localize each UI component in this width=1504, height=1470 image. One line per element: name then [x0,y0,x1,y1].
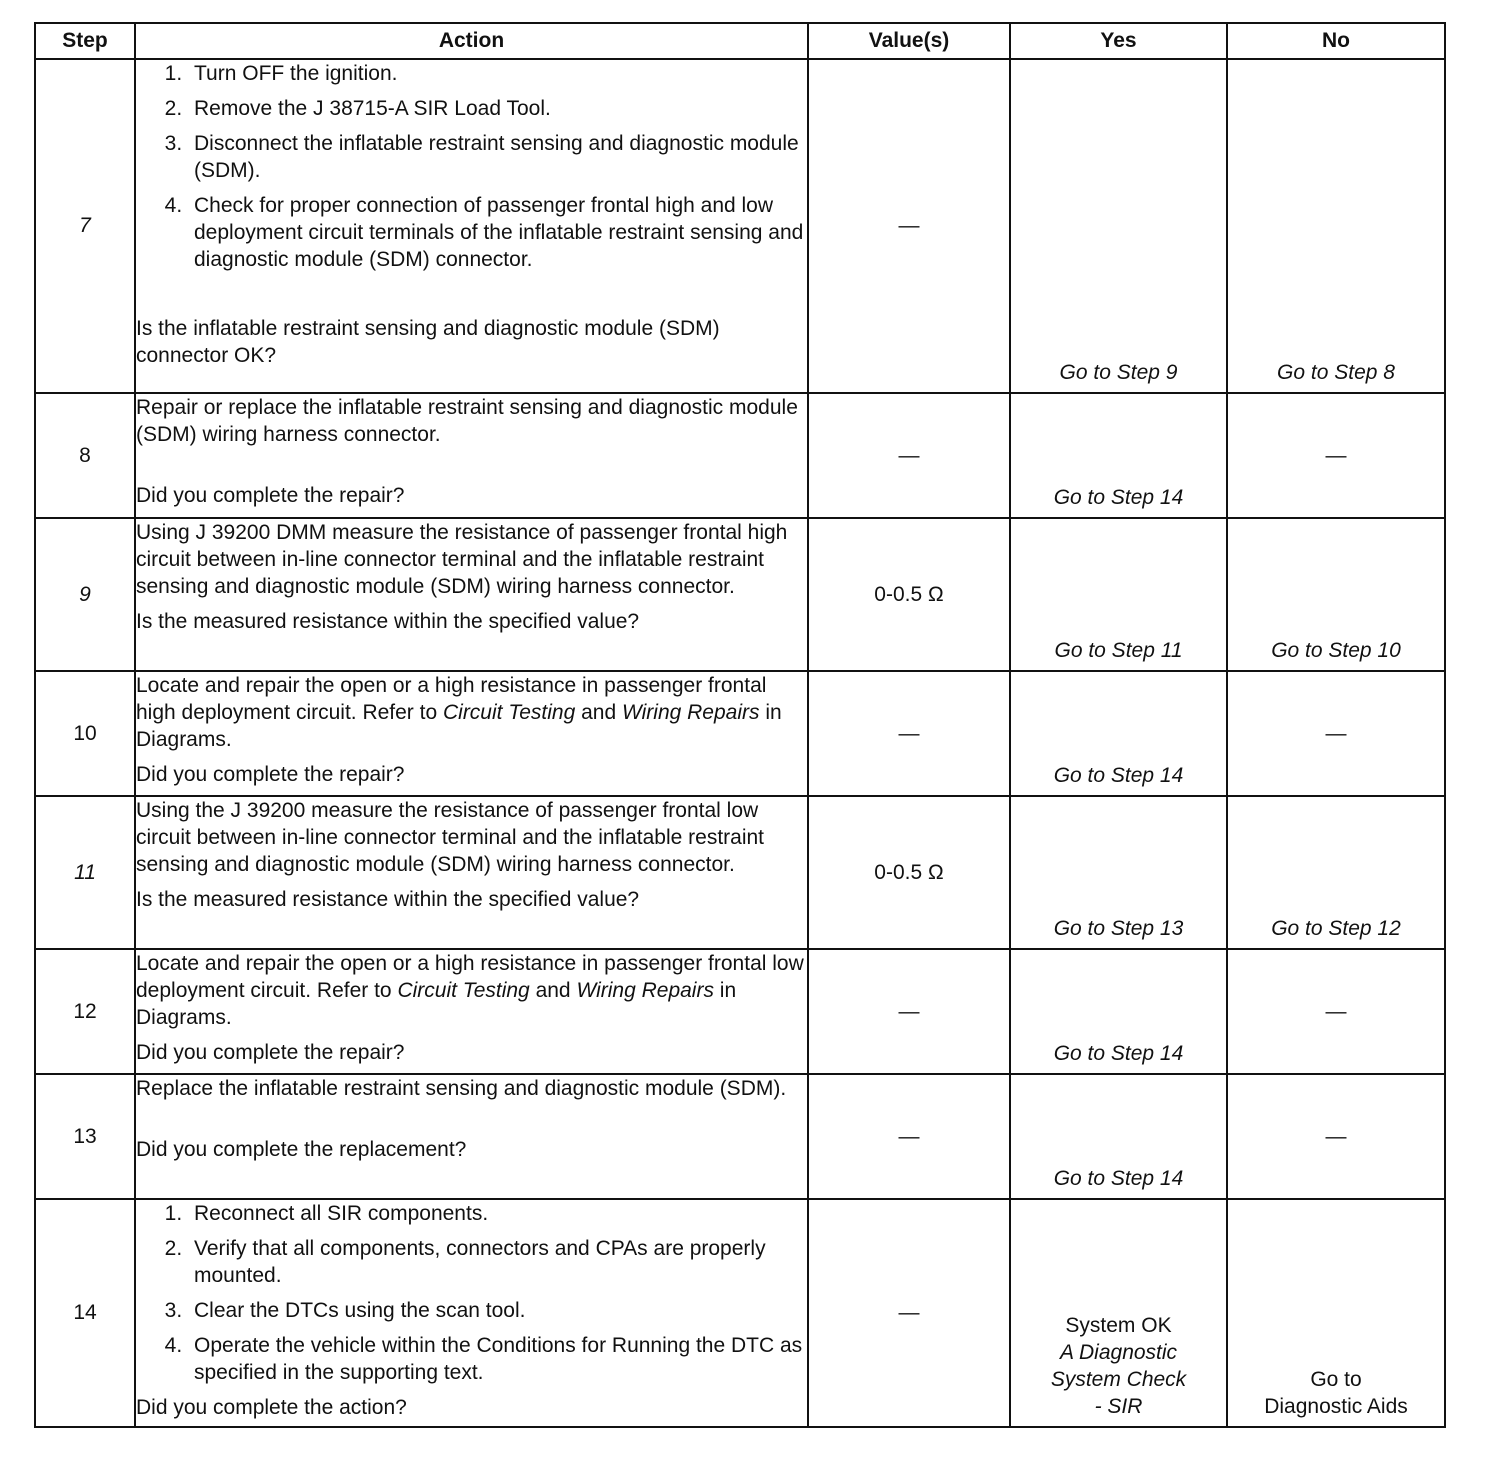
yes-cell [1010,393,1227,518]
action-question: Is the measured resistance within the specified value? [136,888,640,911]
no-cell [1227,1199,1445,1427]
no-cell [1227,796,1445,949]
header-no: No [1227,23,1445,59]
header-step: Step [35,23,135,59]
yes-cell [1010,1074,1227,1199]
action-list [136,60,807,273]
action-question: Did you complete the repair? [136,484,405,507]
table-row [35,59,1445,393]
table-row [35,671,1445,796]
yes-link[interactable]: Go to Step 9 [1059,361,1178,384]
step-number: 8 [35,393,135,518]
header-row [35,23,1445,59]
action-cell [135,671,808,796]
no-cell [1227,671,1445,796]
value-cell: — [808,393,1010,518]
diagnostic-aids-link[interactable]: Diagnostic Aids [1264,1395,1408,1418]
spacer [136,878,807,886]
diagnostic-table [34,22,1446,1428]
yes-link[interactable]: Go to Step 14 [1053,764,1184,787]
yes-cell [1010,59,1227,393]
list-item: 1. Turn OFF the ignition. [188,60,807,87]
list-item: 4. Check for proper connection of passenger frontal high and low deployment circuit terminals of the inflatable restraint sensing and diagnostic module (SDM) connector. [188,192,807,273]
action-text: Using the J 39200 measure the resistance of passenger frontal low circuit between in-line connector terminal and the inflatable restraint sensing and diagnostic module (SDM) wiring harness connector. [136,799,765,876]
action-cell [135,59,808,393]
action-text: Repair or replace the inflatable restraint sensing and diagnostic module (SDM) wiring harness connector. [136,396,798,446]
yes-link[interactable]: Go to Step 14 [1053,486,1184,509]
yes-cell [1010,671,1227,796]
step-number: 9 [35,518,135,671]
header-yes: Yes [1010,23,1227,59]
spacer [136,281,807,315]
no-value: — [1325,443,1347,467]
yes-cell [1010,949,1227,1074]
header-values: Value(s) [808,23,1010,59]
action-question: Did you complete the replacement? [136,1138,467,1161]
table-row [35,949,1445,1074]
action-cell [135,796,808,949]
list-item: 3. Clear the DTCs using the scan tool. [188,1297,807,1324]
yes-cell [1010,518,1227,671]
action-text-part: in Diagrams. [136,979,737,1029]
wiring-repairs-link[interactable]: Wiring Repairs [576,979,714,1002]
value-cell: — [808,1199,1010,1427]
step-number: 12 [35,949,135,1074]
action-text-part: and [575,701,622,724]
action-cell [135,1199,808,1427]
no-link[interactable]: Go to Step 8 [1277,361,1395,384]
action-question: Did you complete the action? [136,1396,407,1419]
table-row [35,796,1445,949]
action-text-part: and [529,979,577,1002]
step-number: 11 [35,796,135,949]
table-row [35,1074,1445,1199]
action-list [136,1200,807,1386]
diagnostic-system-check-link[interactable]: A Diagnostic System Check - SIR [1050,1341,1187,1418]
action-text-part: Locate and repair the open or a high resistance in passenger frontal low deployment circuit. Refer to [136,952,804,1002]
table-row [35,1199,1445,1427]
action-text [136,950,807,1031]
no-value: — [1325,1124,1347,1148]
action-question: Did you complete the repair? [136,1041,405,1064]
spacer [136,448,807,482]
value-cell: 0-0.5 Ω [808,796,1010,949]
spacer [136,1102,807,1136]
step-number: 13 [35,1074,135,1199]
circuit-testing-link[interactable]: Circuit Testing [397,979,530,1002]
action-question: Did you complete the repair? [136,763,405,786]
list-item: 3. Disconnect the inflatable restraint sensing and diagnostic module (SDM). [188,130,807,184]
table-row [35,518,1445,671]
action-cell [135,518,808,671]
value-cell: — [808,59,1010,393]
spacer [136,753,807,761]
list-item: 2. Remove the J 38715-A SIR Load Tool. [188,95,807,122]
no-result [1228,1366,1444,1420]
value-cell: — [808,671,1010,796]
action-question: Is the inflatable restraint sensing and diagnostic module (SDM) connector OK? [136,317,720,367]
no-value: — [1325,999,1347,1023]
step-number: 10 [35,671,135,796]
no-cell [1227,59,1445,393]
circuit-testing-link[interactable]: Circuit Testing [442,701,576,724]
no-link[interactable]: Go to Step 10 [1271,639,1401,662]
action-question: Is the measured resistance within the specified value? [136,610,640,633]
wiring-repairs-link[interactable]: Wiring Repairs [621,701,760,724]
yes-cell [1010,796,1227,949]
go-to-text: Go to [1310,1368,1362,1391]
yes-link[interactable]: Go to Step 13 [1053,917,1184,940]
value-cell: 0-0.5 Ω [808,518,1010,671]
action-cell [135,1074,808,1199]
table-row [35,393,1445,518]
no-value: — [1325,721,1347,745]
yes-link[interactable]: Go to Step 14 [1053,1167,1184,1190]
value-cell: — [808,949,1010,1074]
no-cell [1227,518,1445,671]
system-ok-text: System OK [1065,1314,1172,1337]
no-cell [1227,1074,1445,1199]
no-link[interactable]: Go to Step 12 [1271,917,1401,940]
yes-link[interactable]: Go to Step 11 [1054,639,1183,662]
list-item: 4. Operate the vehicle within the Conditions for Running the DTC as specified in the supporting text. [188,1332,807,1386]
yes-result [1011,1312,1226,1420]
list-item: 2. Verify that all components, connectors and CPAs are properly mounted. [188,1235,807,1289]
yes-link[interactable]: Go to Step 14 [1053,1042,1184,1065]
no-cell [1227,949,1445,1074]
list-item: 1. Reconnect all SIR components. [188,1200,807,1227]
action-text-part: Locate and repair the open or a high resistance in passenger frontal high deployment circuit. Refer to [136,674,767,724]
action-text-part: in Diagrams. [136,701,782,751]
action-text [136,672,807,753]
yes-cell [1010,1199,1227,1427]
spacer [136,1031,807,1039]
no-cell [1227,393,1445,518]
value-cell: — [808,1074,1010,1199]
action-text: Replace the inflatable restraint sensing and diagnostic module (SDM). [136,1077,787,1100]
step-number: 14 [35,1199,135,1427]
action-text: Using J 39200 DMM measure the resistance of passenger frontal high circuit between in-line connector terminal and the inflatable restraint sensing and diagnostic module (SDM) wiring harness connector. [136,521,788,598]
header-action: Action [135,23,808,59]
spacer [136,600,807,608]
action-cell [135,949,808,1074]
step-number: 7 [35,59,135,393]
action-cell [135,393,808,518]
